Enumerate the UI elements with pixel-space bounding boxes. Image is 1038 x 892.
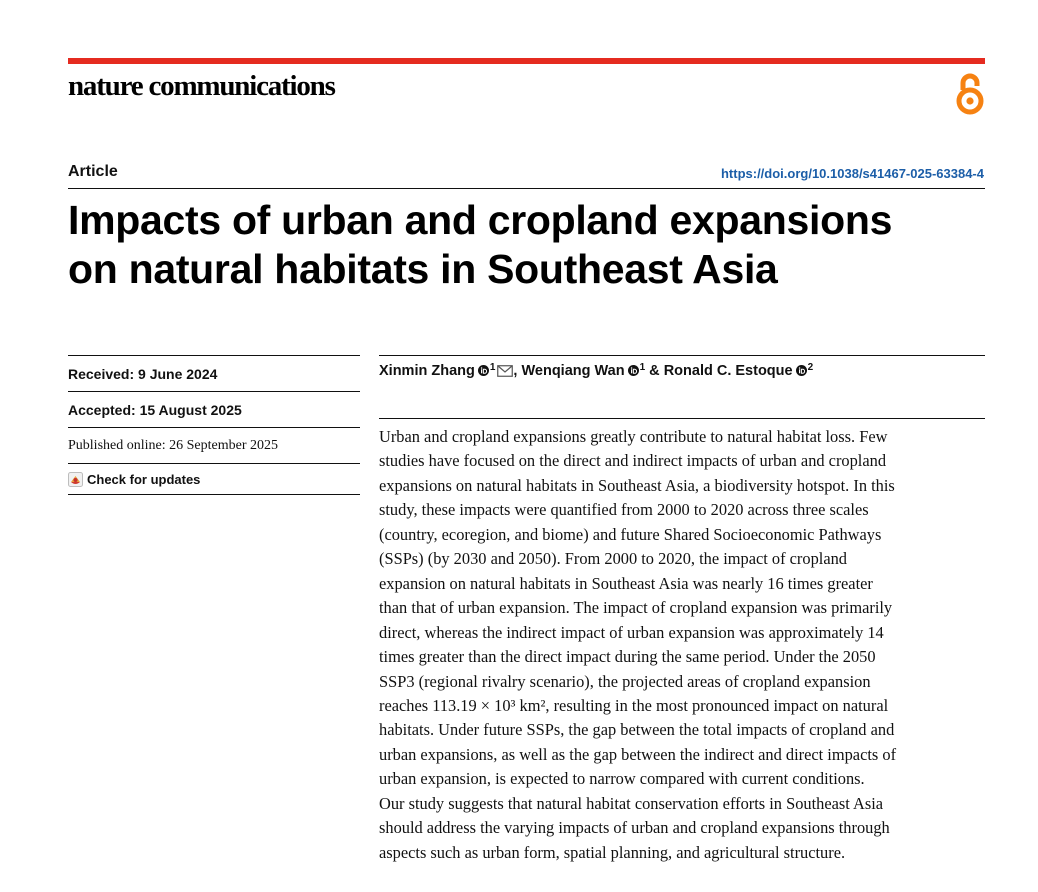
check-for-updates-button[interactable]	[68, 464, 360, 494]
article-title	[68, 196, 985, 294]
open-access-lock-icon	[954, 70, 986, 116]
author-name[interactable]: Ronald C. Estoque	[663, 363, 793, 379]
author-name[interactable]: Wenqiang Wan	[521, 363, 625, 379]
journal-brand-bar	[68, 58, 985, 64]
abstract-line: Our study suggests that natural habitat conservation efforts in Southeast Asia	[379, 793, 884, 813]
abstract-line: than that of urban expansion. The impact of cropland expansion was primarily	[379, 598, 893, 618]
author-separator: ,	[513, 363, 522, 379]
orcid-icon[interactable]	[478, 365, 489, 376]
abstract-line: reaches 113.19 × 10³ km², resulting in the most pronounced impact on natural	[379, 695, 889, 715]
received-date: Received: 9 June 2024	[68, 366, 218, 382]
abstract-line: times greater than the direct impact during the same period. Under the 2050	[379, 647, 876, 667]
abstract-line: expansions on natural habitats in Southeast Asia, a biodiversity hotspot. In this	[379, 475, 895, 495]
check-for-updates-icon	[68, 472, 83, 487]
article-type: Article	[68, 163, 118, 180]
publication-history	[68, 355, 360, 495]
published-date: Published online: 26 September 2025	[68, 438, 278, 453]
author-separator: &	[645, 363, 664, 379]
abstract-line: (SSPs) (by 2030 and 2050). From 2000 to 2020, the impact of cropland	[379, 549, 847, 569]
orcid-icon[interactable]	[796, 365, 807, 376]
abstract-line: study, these impacts were quantified from 2000 to 2020 across three scales	[379, 500, 869, 520]
abstract	[379, 425, 985, 865]
abstract-line: studies have focused on the direct and indirect impacts of urban and cropland	[379, 451, 887, 471]
abstract-line: urban expansions, as well as the gap between the indirect and direct impacts of	[379, 744, 897, 764]
abstract-line: habitats. Under future SSPs, the gap between the total impacts of cropland and	[379, 720, 895, 740]
journal-name[interactable]: nature communications	[68, 70, 335, 102]
title-line-2: on natural habitats in Southeast Asia	[68, 246, 778, 292]
author-list	[379, 362, 813, 379]
abstract-line: should address the varying impacts of urban and cropland expansions through	[379, 818, 890, 838]
abstract-line: SSP3 (regional rivalry scenario), the projected areas of cropland expansion	[379, 671, 871, 691]
orcid-icon[interactable]	[628, 365, 639, 376]
abstract-rule	[379, 418, 985, 419]
abstract-line: Urban and cropland expansions greatly contribute to natural habitat loss. Few	[379, 427, 888, 446]
abstract-line: direct, whereas the indirect impact of urban expansion was approximately 14	[379, 622, 884, 642]
abstract-line: urban expansion, is expected to narrow compared with current conditions.	[379, 769, 865, 789]
check-for-updates-label: Check for updates	[87, 472, 201, 487]
author-name[interactable]: Xinmin Zhang	[379, 363, 475, 379]
header-rule	[68, 188, 985, 189]
authors-rule	[379, 355, 985, 356]
title-line-1: Impacts of urban and cropland expansions	[68, 197, 893, 243]
doi-link[interactable]: https://doi.org/10.1038/s41467-025-63384-4	[720, 166, 984, 181]
affiliation-number: 2	[807, 362, 814, 373]
affiliation-number: 1	[639, 362, 646, 373]
accepted-date: Accepted: 15 August 2025	[68, 402, 242, 418]
divider	[68, 494, 360, 495]
abstract-line: expansion on natural habitats in Southeast Asia was nearly 16 times greater	[379, 573, 873, 593]
abstract-line: aspects such as urban form, spatial planning, and agricultural structure.	[379, 842, 846, 862]
email-icon[interactable]	[497, 365, 513, 377]
abstract-line: (country, ecoregion, and biome) and future Shared Socioeconomic Pathways	[379, 524, 882, 544]
affiliation-number: 1	[489, 362, 496, 373]
